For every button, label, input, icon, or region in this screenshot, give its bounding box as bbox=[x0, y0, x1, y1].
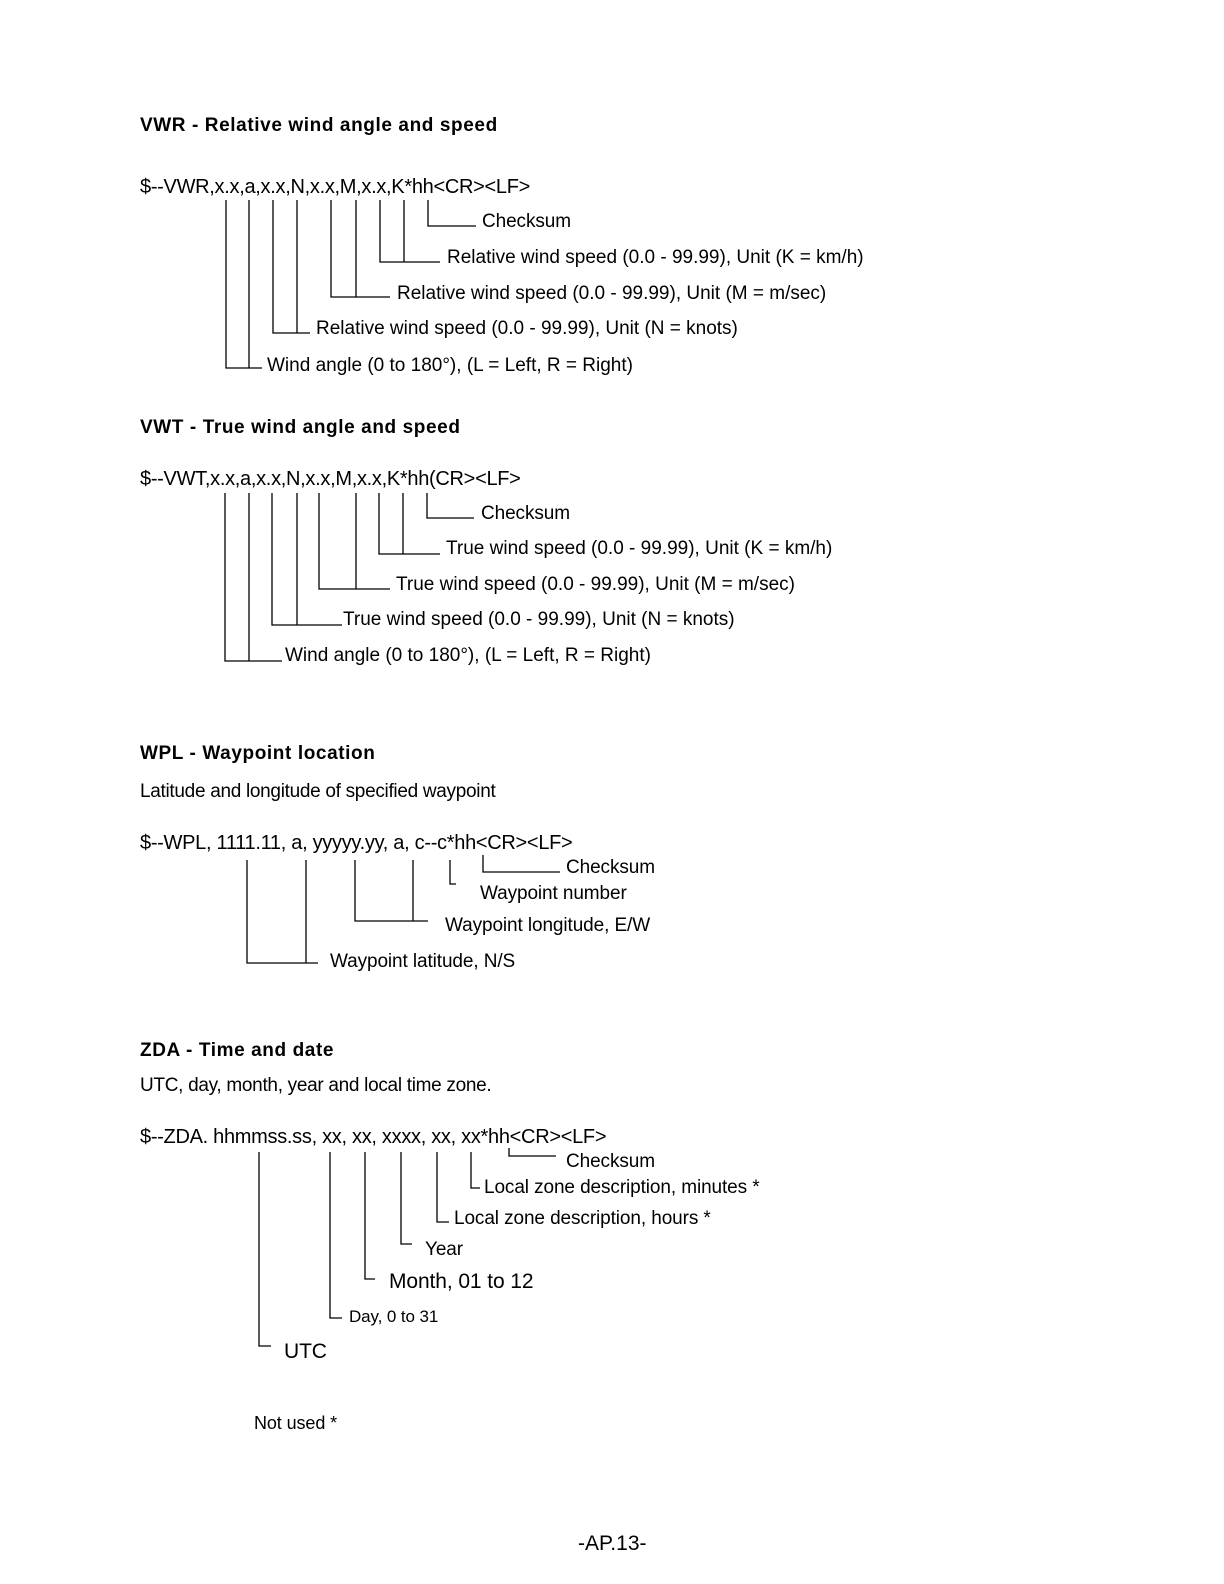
vwt-knots-bracket bbox=[272, 493, 342, 625]
vwr-checksum-bracket bbox=[428, 200, 476, 226]
zda-field-day: Day, 0 to 31 bbox=[349, 1307, 439, 1326]
wpl-description: Latitude and longitude of specified waypoint bbox=[140, 781, 496, 802]
vwt-checksum-bracket bbox=[427, 493, 474, 518]
zda-month-bracket bbox=[365, 1152, 375, 1279]
vwt-field-speed-knots: True wind speed (0.0 - 99.99), Unit (N = knots) bbox=[343, 609, 735, 630]
zda-field-zone-hours: Local zone description, hours * bbox=[454, 1208, 711, 1229]
vwr-field-checksum: Checksum bbox=[482, 211, 571, 232]
zda-field-zone-minutes: Local zone description, minutes * bbox=[484, 1177, 760, 1198]
vwt-field-checksum: Checksum bbox=[481, 503, 570, 524]
wpl-sentence-format: $--WPL, 1111.11, a, yyyyy.yy, a, c--c*hh<CR><LF> bbox=[140, 832, 573, 854]
zda-minutes-bracket bbox=[471, 1152, 480, 1188]
wpl-number-bracket bbox=[450, 860, 456, 884]
zda-sentence-format: $--ZDA. hhmmss.ss, xx, xx, xxxx, xx, xx*hh<CR><LF> bbox=[140, 1126, 607, 1148]
vwt-field-speed-kmh: True wind speed (0.0 - 99.99), Unit (K = km/h) bbox=[446, 538, 833, 559]
vwr-sentence-format: $--VWR,x.x,a,x.x,N,x.x,M,x.x,K*hh<CR><LF> bbox=[140, 176, 531, 198]
zda-note-not-used: Not used * bbox=[254, 1413, 338, 1433]
vwt-angle-bracket bbox=[225, 493, 282, 661]
zda-day-bracket bbox=[330, 1152, 342, 1318]
zda-field-utc: UTC bbox=[284, 1340, 327, 1363]
vwr-knots-bracket bbox=[273, 200, 310, 333]
zda-description: UTC, day, month, year and local time zone. bbox=[140, 1075, 492, 1096]
vwt-field-speed-msec: True wind speed (0.0 - 99.99), Unit (M = m/sec) bbox=[396, 574, 795, 595]
zda-checksum-bracket bbox=[509, 1148, 556, 1156]
wpl-longitude-bracket bbox=[355, 860, 428, 921]
vwt-kmh-bracket bbox=[379, 493, 440, 554]
vwr-heading: VWR - Relative wind angle and speed bbox=[140, 115, 498, 136]
zda-heading: ZDA - Time and date bbox=[140, 1040, 335, 1061]
wpl-field-longitude: Waypoint longitude, E/W bbox=[445, 915, 651, 936]
page-number: -AP.13- bbox=[578, 1532, 647, 1555]
wpl-checksum-bracket bbox=[483, 855, 560, 872]
wpl-field-latitude: Waypoint latitude, N/S bbox=[330, 951, 516, 972]
vwr-kmh-bracket bbox=[380, 200, 440, 262]
vwr-field-speed-msec: Relative wind speed (0.0 - 99.99), Unit (M = m/sec) bbox=[397, 283, 827, 304]
zda-field-month: Month, 01 to 12 bbox=[389, 1270, 534, 1293]
vwr-msec-bracket bbox=[331, 200, 390, 297]
vwr-angle-bracket bbox=[226, 200, 262, 368]
zda-field-checksum: Checksum bbox=[566, 1151, 655, 1172]
zda-field-year: Year bbox=[425, 1239, 463, 1260]
wpl-field-checksum: Checksum bbox=[566, 857, 655, 878]
vwt-field-wind-angle: Wind angle (0 to 180°), (L = Left, R = Right) bbox=[285, 645, 651, 666]
zda-year-bracket bbox=[401, 1152, 412, 1244]
wpl-field-waypoint-number: Waypoint number bbox=[480, 883, 627, 904]
vwr-field-wind-angle: Wind angle (0 to 180°), (L = Left, R = Right) bbox=[267, 355, 633, 376]
vwr-field-speed-kmh: Relative wind speed (0.0 - 99.99), Unit (K = km/h) bbox=[447, 247, 864, 268]
vwr-field-speed-knots: Relative wind speed (0.0 - 99.99), Unit (N = knots) bbox=[316, 318, 738, 339]
wpl-heading: WPL - Waypoint location bbox=[140, 743, 376, 764]
zda-utc-bracket bbox=[259, 1152, 271, 1346]
zda-hours-bracket bbox=[437, 1152, 449, 1222]
vwt-heading: VWT - True wind angle and speed bbox=[140, 417, 461, 438]
vwt-sentence-format: $--VWT,x.x,a,x.x,N,x.x,M,x.x,K*hh(CR><LF> bbox=[140, 468, 521, 490]
wpl-latitude-bracket bbox=[247, 860, 318, 963]
